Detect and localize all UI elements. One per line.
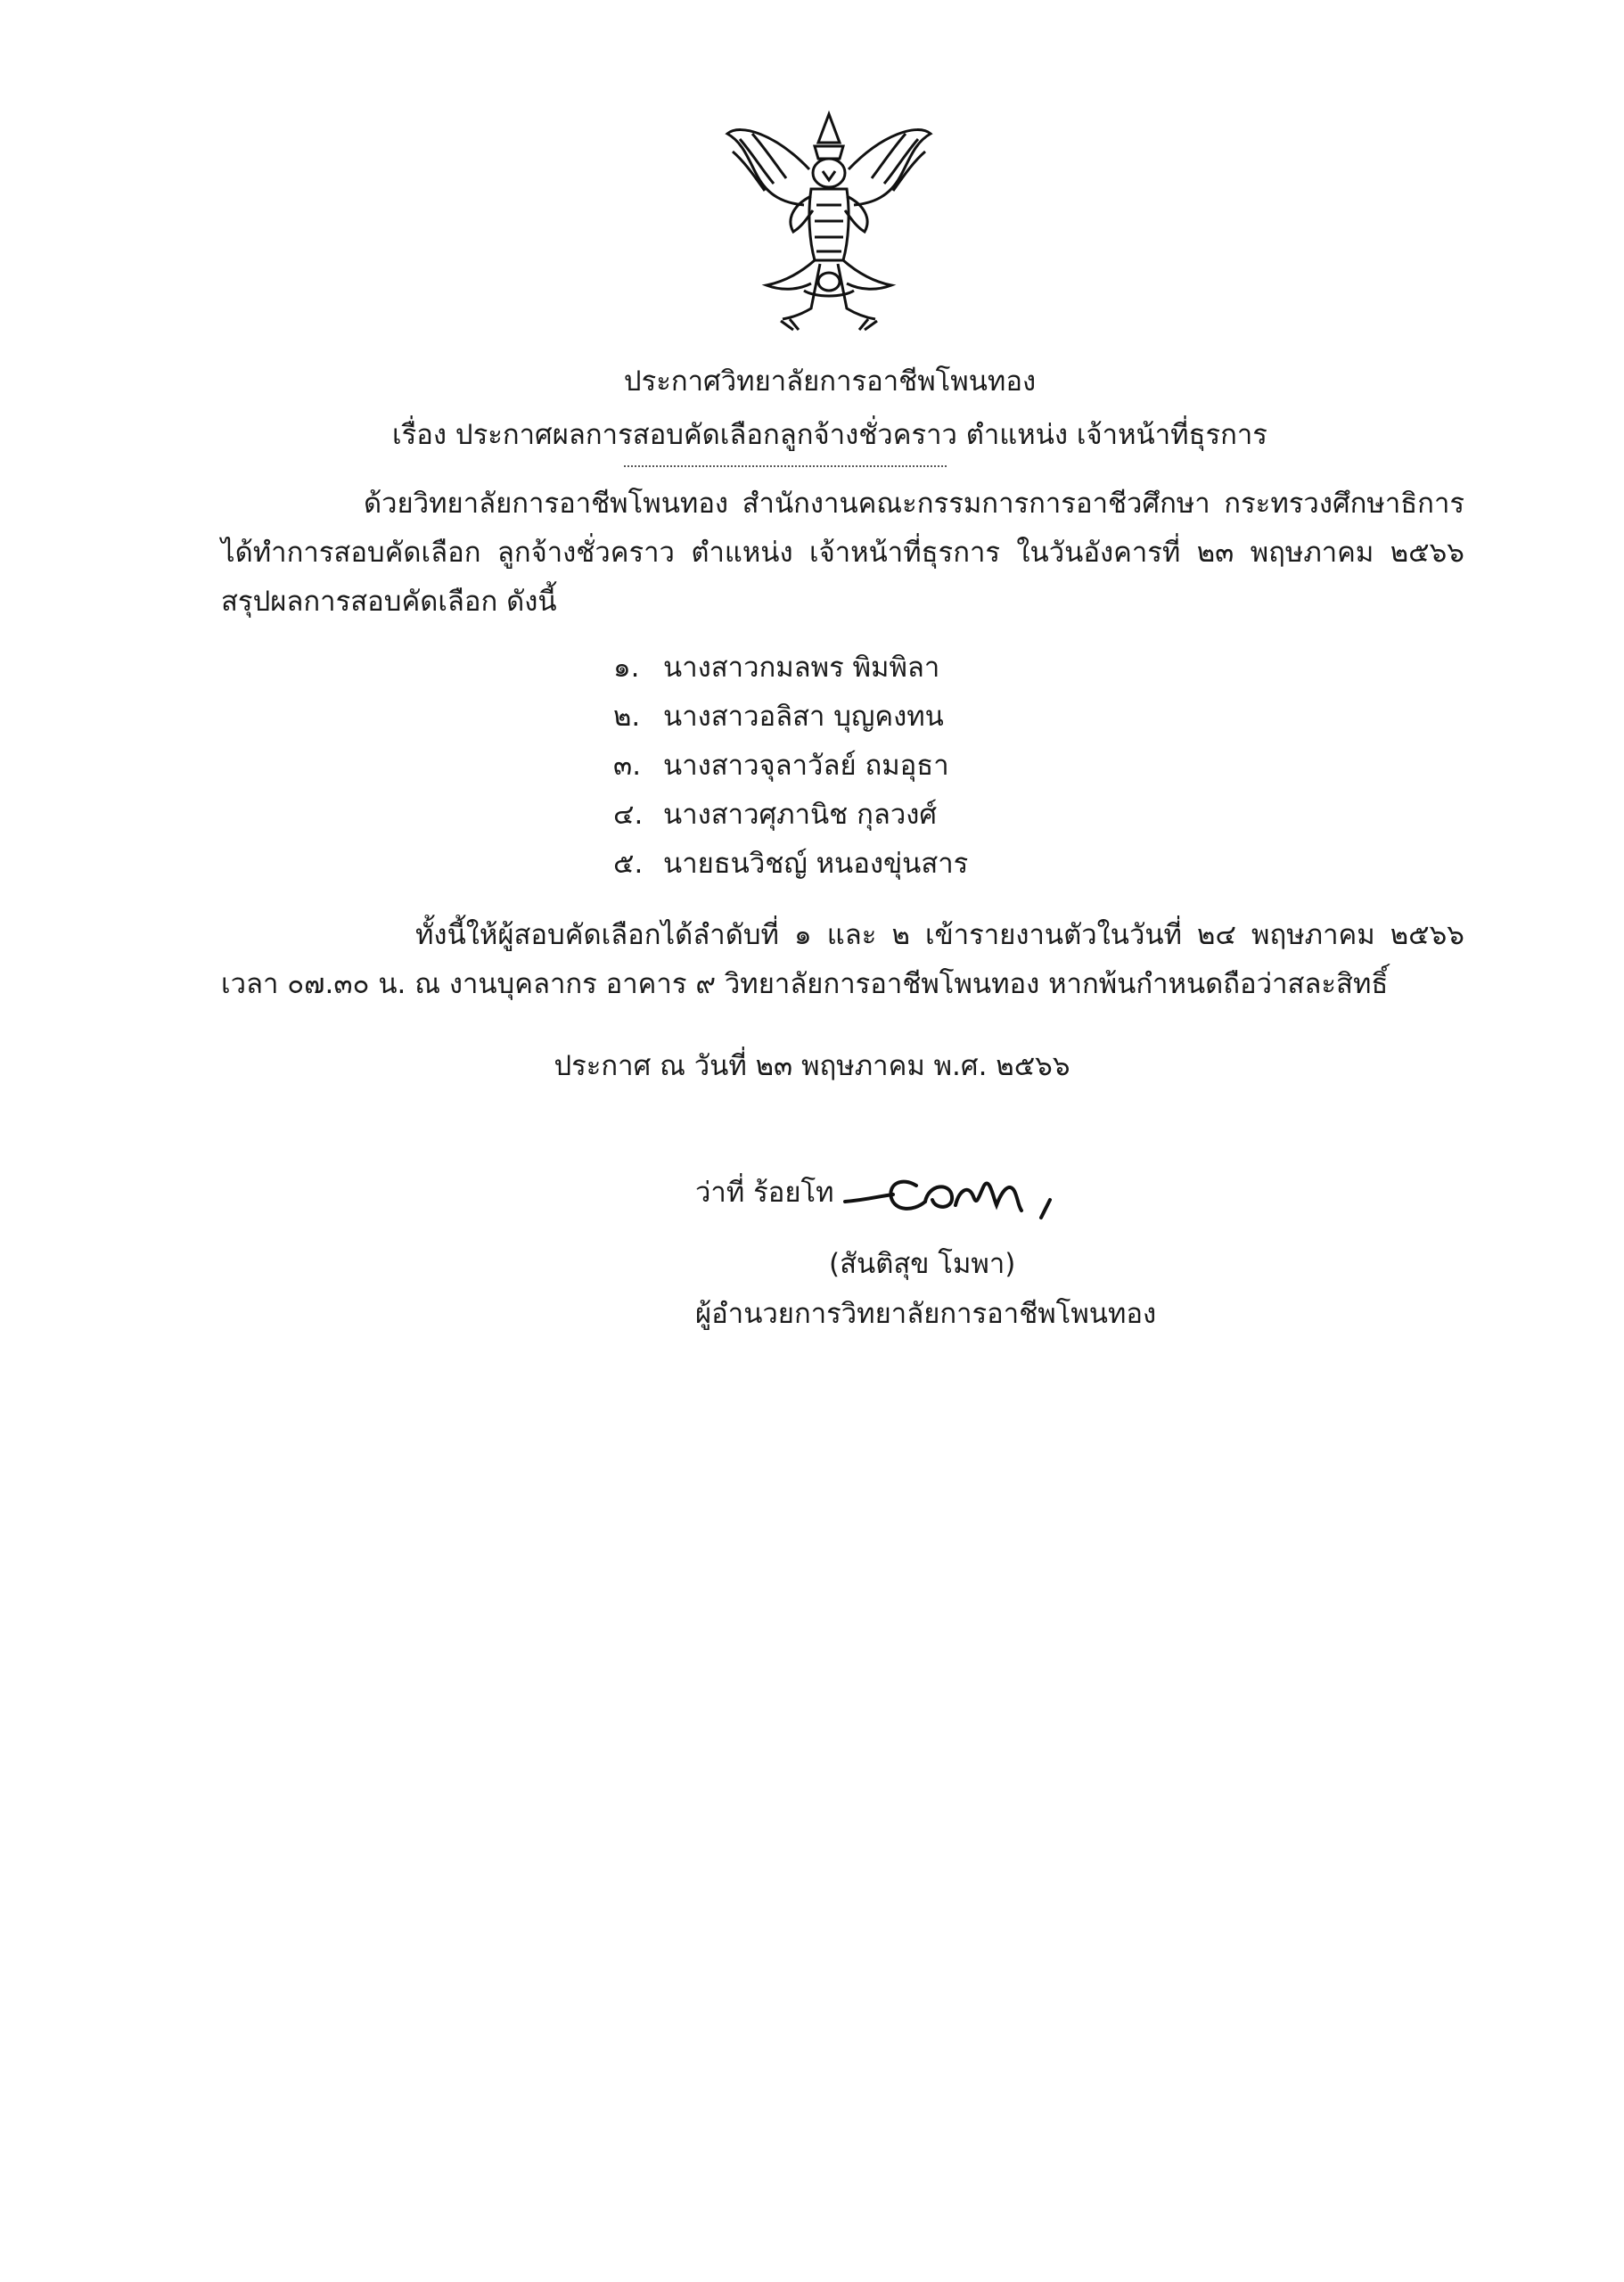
handwritten-signature-icon: [840, 1161, 1071, 1223]
results-list: [613, 644, 968, 889]
list-item-name: นายธนวิชญ์ หนองขุ่นสาร: [663, 848, 969, 880]
signer-name: (สันติสุข โมพา): [829, 1248, 1016, 1280]
divider: [624, 465, 947, 467]
garuda-emblem-icon: [722, 107, 936, 334]
list-item-name: นางสาวกมลพร พิมพิลา: [663, 652, 940, 684]
intro-paragraph: [221, 480, 1464, 627]
list-item: [613, 644, 968, 693]
list-item-number: ๕.: [613, 848, 644, 880]
signer-title: ผู้อำนวยการวิทยาลัยการอาชีพโพนทอง: [695, 1298, 1157, 1330]
instruction-text: ทั้งนี้ให้ผู้สอบคัดเลือกได้ลำดับที่ ๑ และ ๒ เข้ารายงานตัวในวันที่ ๒๔ พฤษภาคม ๒๕๖๖ เวลา ๐๗.๓๐ น. ณ งานบุคลากร อาคาร ๙ วิทยาลัยการอาชีพโพนทอง หากพ้นกำหนดถือว่าสละสิทธิ์: [221, 919, 1464, 1000]
list-item: [613, 693, 968, 742]
intro-text: ด้วยวิทยาลัยการอาชีพโพนทอง สำนักงานคณะกรรมการการอาชีวศึกษา กระทรวงศึกษาธิการ ได้ทำการสอบคัดเลือก ลูกจ้างชั่วคราว ตำแหน่ง เจ้าหน้าที่ธุรการ ในวันอังคารที่ ๒๓ พฤษภาคม ๒๕๖๖ สรุปผลการสอบคัดเลือก ดังนี้: [221, 488, 1464, 618]
list-item-name: นางสาวศุภานิช กุลวงศ์: [663, 799, 938, 831]
list-item-number: ๑.: [613, 652, 640, 684]
signature-row: [695, 1161, 1071, 1223]
list-item: [613, 840, 968, 889]
announcement-subject: เรื่อง ประกาศผลการสอบคัดเลือกลูกจ้างชั่วคราว ตำแหน่ง เจ้าหน้าที่ธุรการ: [392, 419, 1267, 451]
list-item-number: ๔.: [613, 799, 644, 831]
list-item-name: นางสาวจุลาวัลย์ ถมอุธา: [663, 750, 949, 782]
list-item-number: ๒.: [613, 701, 641, 733]
list-item-name: นางสาวอลิสา บุญคงทน: [663, 701, 944, 733]
instruction-paragraph: [221, 911, 1464, 1009]
list-item: [613, 791, 968, 840]
announcement-date: ประกาศ ณ วันที่ ๒๓ พฤษภาคม พ.ศ. ๒๕๖๖: [554, 1050, 1070, 1082]
list-item-number: ๓.: [613, 750, 642, 782]
announcement-title: ประกาศวิทยาลัยการอาชีพโพนทอง: [623, 365, 1037, 398]
signer-rank: ว่าที่ ร้อยโท: [695, 1177, 834, 1209]
list-item: [613, 742, 968, 791]
